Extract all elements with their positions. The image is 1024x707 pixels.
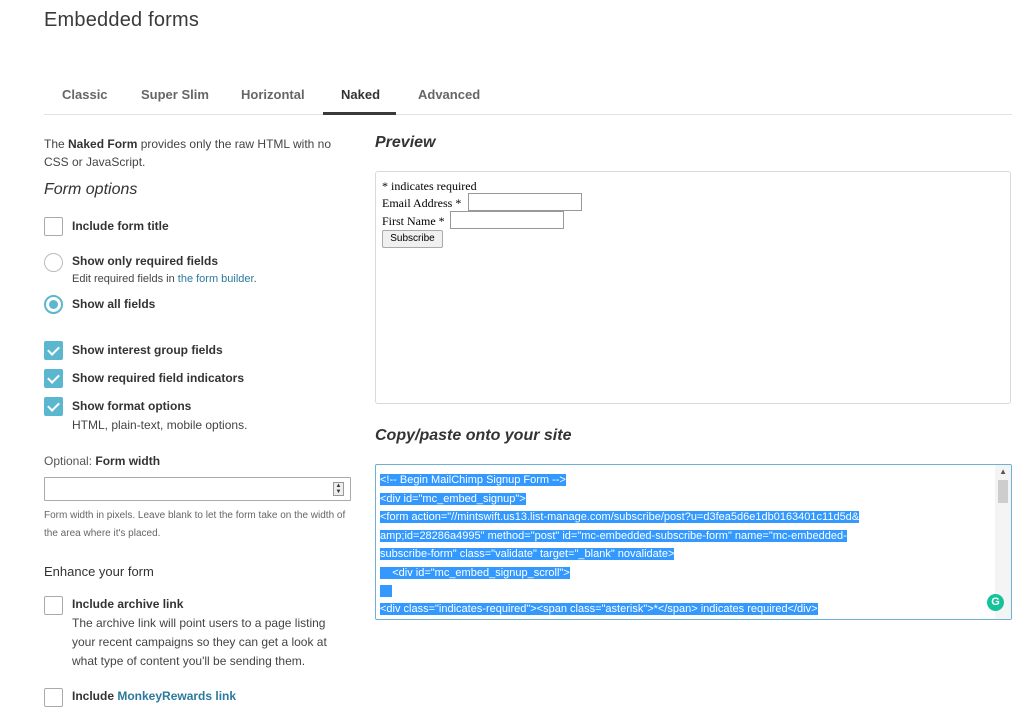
tab-classic[interactable]: Classic [62,87,108,102]
format-options-note: HTML, plain-text, mobile options. [72,418,248,432]
copy-paste-heading: Copy/paste onto your site [375,427,572,444]
format-options-checkbox[interactable] [44,397,63,416]
show-all-fields-radio[interactable] [44,295,63,314]
interest-group-fields-checkbox[interactable] [44,341,63,360]
preview-first-name-input[interactable] [450,211,564,229]
code-line: <div id="mc_embed_signup"> [380,493,526,505]
code-line [380,585,392,597]
form-width-label: Optional: Form width [44,454,161,468]
include-archive-link-label: Include archive link [72,597,184,611]
show-required-fields-radio[interactable] [44,253,63,272]
scroll-thumb[interactable] [998,480,1008,503]
scroll-up-arrow-icon[interactable]: ▲ [999,467,1007,476]
naked-form-description: The Naked Form provides only the raw HTML with no CSS or JavaScript. [44,137,332,169]
preview-required-note: * indicates required [382,179,477,193]
tab-advanced[interactable]: Advanced [418,87,481,102]
grammarly-icon[interactable]: G [987,594,1004,611]
show-required-fields-label: Show only required fields [72,254,219,268]
active-tab-indicator [323,112,396,115]
form-width-hint: Form width in pixels. Leave blank to let the form take on the width of the area where it's placed. [44,510,346,539]
include-form-title-checkbox[interactable] [44,217,63,236]
required-field-indicators-label: Show required field indicators [72,371,245,385]
embed-code-textarea[interactable] [375,464,1012,620]
code-line: <div class="indicates-required"><span class="asterisk">*</span> indicates required</div> [380,603,818,615]
preview-heading: Preview [375,134,436,151]
include-monkeyrewards-checkbox[interactable] [44,688,63,707]
format-options-label: Show format options [72,399,192,413]
tab-bar [44,76,1012,115]
monkeyrewards-link[interactable]: MonkeyRewards link [117,689,237,703]
tab-naked[interactable]: Naked [341,87,381,102]
include-form-title-label: Include form title [72,219,169,233]
tab-super-slim[interactable]: Super Slim [141,87,209,102]
preview-email-input[interactable] [468,193,582,211]
code-line: <div id="mc_embed_signup_scroll"> [380,567,570,579]
code-line: amp;id=28286a4995" method="post" id="mc-embedded-subscribe-form" name="mc-embedded- [380,530,847,542]
include-monkeyrewards-label: Include MonkeyRewards link [72,689,237,703]
page-title: Embedded forms [44,9,200,31]
preview-first-name-label: First Name * [382,214,445,228]
edit-required-fields-note: Edit required fields in the form builder. [72,273,257,285]
code-line: <form action="//mintswift.us13.list-manage.com/subscribe/post?u=d3fea5d6e1db0163401c11d5d& [380,511,860,523]
interest-group-fields-label: Show interest group fields [72,343,223,357]
include-archive-link-checkbox[interactable] [44,596,63,615]
code-line: subscribe-form" class="validate" target="_blank" novalidate> [380,548,675,560]
form-builder-link[interactable]: the form builder [177,273,254,285]
naked-form-bold: Naked Form [68,137,138,151]
archive-link-note: The archive link will point users to a page listing your recent campaigns so they can get a look at what type of content you'll be sending them. [72,616,327,668]
required-field-indicators-checkbox[interactable] [44,369,63,388]
code-line: <!-- Begin MailChimp Signup Form --> [380,474,566,486]
form-width-input[interactable] [44,477,351,501]
show-all-fields-label: Show all fields [72,297,156,311]
preview-email-label: Email Address * [382,196,462,210]
preview-subscribe-button[interactable]: Subscribe [382,230,443,248]
enhance-form-heading: Enhance your form [44,564,154,579]
form-options-heading: Form options [44,181,138,198]
spinner-icon[interactable]: ▲ ▼ [333,482,344,496]
tab-horizontal[interactable]: Horizontal [241,87,305,102]
